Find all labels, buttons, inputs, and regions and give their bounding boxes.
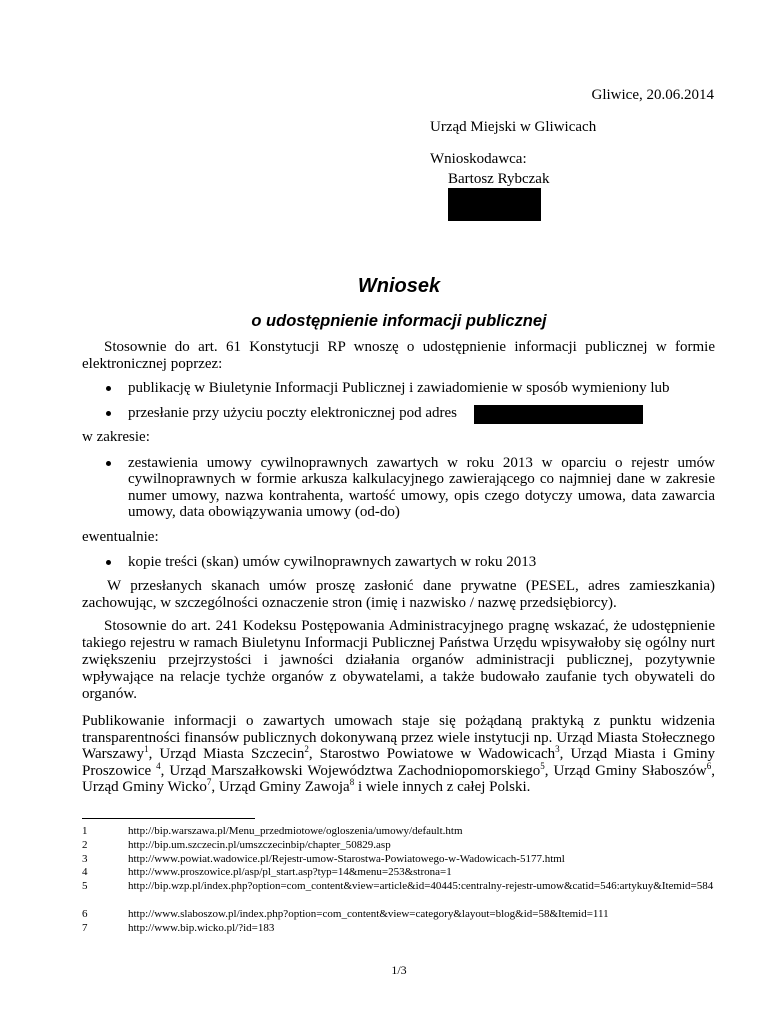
document-title: Wniosek: [357, 275, 441, 297]
justification-paragraph: Stosownie do art. 241 Kodeksu Postępowania Administracyjnego pragnę wskazać, że udostępnienie takiego rejestru w ramach Biuletynu Informacji Publicznej Państwa Urzędu wpisywałoby się ogólny nurt zwiększeniu przejrzystości i jawności działania organów administracji publicznej, pozytywnie wpływające na relacje tychże organów z obywatelami, a także budowało zaufanie tych obywateli do organów.: [82, 618, 715, 702]
footnote-ref: 1: [144, 744, 149, 755]
footnote-number: 4: [82, 866, 88, 878]
footnote-url: http://bip.warszawa.pl/Menu_przedmiotowe/ogloszenia/umowy/default.htm: [128, 825, 463, 837]
scope-label: w zakresie:: [82, 429, 150, 445]
list-item: kopie treści (skan) umów cywilnoprawnych zawartych w roku 2013: [128, 554, 537, 570]
paragraph-text: , Urząd Gminy Zawoja: [211, 779, 350, 796]
footnote: [82, 853, 716, 867]
footnote-url: http://www.bip.wicko.pl/?id=183: [128, 922, 275, 934]
footnote-url: http://www.powiat.wadowice.pl/Rejestr-umow-Starostwa-Powiatowego-w-Wadowicach-5177.html: [128, 853, 565, 865]
applicant-label: Wnioskodawca:: [430, 151, 527, 167]
paragraph-text: Publikowanie informacji o zawartych umowach staje się pożądaną praktyką z punktu widzenia transparentności finansów publicznych dokonywaną przez wiele instytucji np. Urząd Miasta Stołecznego Warszawy: [82, 713, 715, 763]
footnote: [82, 922, 716, 936]
footnote-number: 3: [82, 853, 88, 865]
list-item: zestawienia umowy cywilnoprawnych zawartych w roku 2013 w oparciu o rejestr umów cywilnoprawnych w formie arkusza kalkulacyjnego zawierającego co najmniej dane w zakresie numer umowy, nazwa kontrahenta, wartość umowy, opis czego dotyczy umowa, data zawarcia umowy, data obowiązywania umowy (od-do): [128, 455, 715, 521]
footnote-ref: 3: [555, 744, 560, 755]
document-subtitle: o udostępnienie informacji publicznej: [251, 312, 547, 330]
privacy-paragraph: W przesłanych skanach umów proszę zasłonić dane prywatne (PESEL, adres zamieszkania) zachowując, w szczególności oznaczenie stron (imię i nazwisko / nazwę przedsiębiorcy).: [82, 578, 715, 611]
bullet-icon: [106, 461, 111, 466]
footnote-ref: 8: [349, 777, 355, 788]
bullet-icon: [106, 411, 111, 416]
paragraph-text: , Urząd Gminy Wicko: [82, 762, 716, 796]
paragraph-text: , Starostwo Powiatowe w Wadowicach: [308, 746, 556, 763]
footnote: [82, 880, 716, 894]
footnote-url: http://www.slaboszow.pl/index.php?option=com_content&view=category&layout=blog&id=58&Itemid=111: [128, 908, 609, 920]
place-date: Gliwice, 20.06.2014: [591, 87, 714, 103]
footnote-ref: 4: [156, 760, 161, 771]
paragraph-text: i wiele innych z całej Polski.: [354, 779, 531, 796]
footnote-ref: 5: [540, 760, 545, 771]
page-number: 1/3: [391, 963, 407, 977]
bullet-icon: [106, 386, 111, 391]
list-item: publikację w Biuletynie Informacji Publicznej i zawiadomienie w sposób wymieniony lub: [128, 380, 670, 396]
footnote-ref: 2: [304, 744, 309, 755]
footnote-ref: 6: [706, 760, 712, 771]
footnote-ref: 7: [206, 777, 212, 788]
footnote-number: 1: [82, 825, 88, 837]
redacted-email: [474, 405, 643, 424]
footnote-number: 6: [82, 908, 88, 920]
footnote-url: http://bip.wzp.pl/index.php?option=com_content&view=article&id=40445:centralny-rejestr-umow&catid=546:artykuy&Itemid=584: [128, 880, 714, 892]
footnote-url: http://bip.um.szczecin.pl/umszczecinbip/chapter_50829.asp: [128, 839, 391, 851]
paragraph-text: , Urząd Gminy Słaboszów: [544, 762, 707, 779]
paragraph-text: , Urząd Miasta i Gminy Proszowice: [82, 746, 715, 779]
applicant-name: Bartosz Rybczak: [448, 171, 550, 187]
footnote: [82, 825, 716, 839]
recipient: Urząd Miejski w Gliwicach: [430, 119, 597, 135]
footnote-separator: [82, 818, 255, 819]
footnote: [82, 866, 716, 880]
footnote-number: 2: [82, 839, 88, 851]
intro-paragraph: Stosownie do art. 61 Konstytucji RP wnoszę o udostępnienie informacji publicznej w formie elektronicznej poprzez:: [82, 339, 715, 372]
examples-paragraph: [82, 713, 715, 796]
alternative-label: ewentualnie:: [82, 529, 159, 545]
redacted-address-block: [448, 188, 541, 221]
footnote: [82, 908, 716, 922]
paragraph-text: , Urząd Marszałkowski Województwa Zachodniopomorskiego: [160, 762, 541, 779]
list-item: przesłanie przy użyciu poczty elektronicznej pod adres: [128, 405, 458, 421]
footnote-number: 5: [82, 880, 88, 892]
footnote: [82, 839, 716, 853]
footnote-number: 7: [82, 922, 88, 934]
footnote-url: http://www.proszowice.pl/asp/pl_start.asp?typ=14&menu=253&strona=1: [128, 866, 452, 878]
paragraph-text: , Urząd Miasta Szczecin: [148, 746, 305, 763]
bullet-icon: [106, 560, 111, 565]
